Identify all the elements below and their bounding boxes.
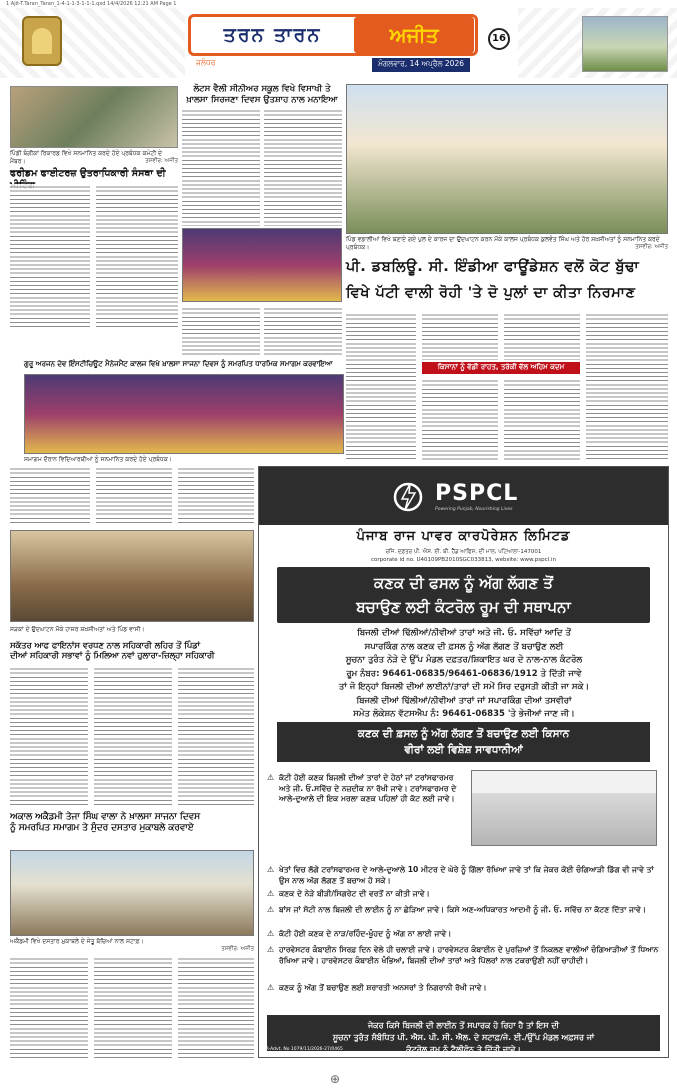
ad-footer: [267, 1015, 660, 1054]
main-body-d: [504, 312, 580, 360]
main-red-tag: ਕਿਸਾਨਾਂ ਨੂੰ ਵੱਡੀ ਰਾਹਤ, ਤਰੱਕੀ ਵੱਲ ਅਹਿਮ ਕਦਮ: [422, 362, 580, 374]
ad-transformer-photo: [471, 770, 657, 846]
story-photo-4: [24, 374, 344, 454]
story-body-4a: [10, 466, 90, 524]
main-body-c: [422, 378, 498, 462]
masthead-photo: [582, 16, 668, 72]
main-headline-line1: ਪੀ. ਡਬਲਿਊ. ਸੀ. ਇੰਡੀਆ ਫਾਊਂਡੇਸ਼ਨ ਵਲੋਂ ਕੋਟ ਬੁੱਢਾ: [346, 259, 640, 275]
story-body-5a: [10, 666, 88, 806]
ad-body-line1: ਬਿਜਲੀ ਦੀਆਂ ਢਿੱਲੀਆਂ/ਨੀਵੀਆਂ ਤਾਰਾਂ ਅਤੇ ਜੀ. ਓ. ਸਵਿੱਚਾਂ ਆਦਿ ਤੋਂ: [357, 628, 571, 638]
story-body-4c: [178, 466, 254, 524]
story-body-1a: [10, 184, 90, 329]
paper-name-right: ਅਜੀਤ: [354, 17, 474, 53]
print-slug: 1 Ajit-T.Taran_Taran_1-4-1-1-3-1-1-1.qxd 14/4/2026 12:21 AM Page 1: [6, 1, 177, 7]
story-byline-6: ਤਸਵੀਰ: ਅਜੀਤ: [221, 946, 254, 952]
story-caption-1: ਪਿੰਡੀ ਬੰਗੀਕਾਂ ਰਿਕਾਰਡ ਵਿਖੇ ਸਨਮਾਨਿਤ ਕਰਦੇ ਹੋਏ ਪ੍ਰਬੰਧਕ ਕਮੇਟੀ ਦੇ ਮੈਂਬਰ।: [10, 150, 163, 165]
story-byline-3: ਤਸਵੀਰ: ਅਜੀਤ: [635, 244, 668, 250]
main-headline-line2: ਵਿਖੇ ਪੱਟੀ ਵਾਲੀ ਰੋਹੀ 'ਤੇ ਦੋ ਪੁਲਾਂ ਦਾ ਕੀਤਾ ਨਿਰਮਾਣ: [346, 285, 636, 301]
ad-footer-line3: ਕੰਟਰੋਲ ਰੂਮ ਨੂੰ ਟੈਲੀਫੋਨ ਤੇ ਦਿੱਤੀ ਜਾਵੇ।: [406, 1045, 521, 1054]
ad-body-line2: ਸਪਾਰਕਿੰਗ ਨਾਲ ਕਣਕ ਦੀ ਫ਼ਸਲ ਨੂੰ ਅੱਗ ਲੱਗਣ ਤੋਂ ਬਚਾਉਣ ਲਈ: [364, 641, 564, 652]
story-caption-4: ਸਮਾਗਮ ਦੌਰਾਨ ਵਿਦਿਆਰਥੀਆਂ ਨੂੰ ਸਨਮਾਨਿਤ ਕਰਦੇ ਹੋਏ ਪ੍ਰਬੰਧਕ।: [24, 456, 172, 463]
story-headline-1: ਫਰੀਡਮ ਫਾਈਟਰਜ਼ ਉਤਰਾਧਿਕਾਰੀ ਸੰਸਥਾ ਦੀ: [10, 168, 166, 179]
ad-footer-line1: ਜੇਕਰ ਕਿਸੇ ਬਿਜਲੀ ਦੀ ਲਾਈਨ ਤੋਂ ਸਪਾਰਕ ਹੋ ਰਿਹਾ ਹੈ ਤਾਂ ਇਸ ਦੀ: [367, 1021, 560, 1030]
ad-item-1: ⚠ ਕੱਟੀ ਹੋਈ ਕਣਕ ਬਿਜਲੀ ਦੀਆਂ ਤਾਰਾਂ ਦੇ ਹੇਠਾਂ ਜਾਂ ਟਰਾਂਸਫਾਰਮਰ ਅਤੇ ਜੀ. ਓ.ਸਵਿੱਚ ਦੇ ਨਜ਼ਦੀਕ ਨਾ ਰੱਖੀ ਜਾਵੇ। ਟਰਾਂਸਫਾਰਮਰ ਦੇ ਆਲੇ-ਦੁਆਲੇ ਦੀ ਇਕ ਮਰਲਾ ਕਣਕ ਪਹਿਲਾਂ ਹੀ ਕੱਟ ਲਈ ਜਾਵੇ।: [267, 773, 467, 805]
pspcl-advertisement: [258, 466, 669, 1058]
story-headline-6-line2: ਨੂੰ ਸਮਰਪਿਤ ਸਮਾਗਮ ਤੇ ਸੁੰਦਰ ਦਸਤਾਰ ਮੁਕਾਬਲੇ ਕਰਵਾਏ: [10, 822, 194, 833]
story-body-5c: [178, 666, 254, 806]
story-headline-4: ਗੁਰੂ ਅਰਜਨ ਦੇਵ ਇੰਸਟੀਚਿਊਟ ਮੈਨੇਜਮੈਂਟ ਕਾਲਜ ਵਿਖੇ ਖ਼ਾਲਸਾ ਸਾਜਨਾ ਦਿਵਸ ਨੂੰ ਸਮਰਪਿਤ ਧਾਰਮਿਕ ਸਮਾਗਮ ਕਰਵਾਇਆ: [24, 360, 333, 368]
main-body-f: [586, 312, 668, 462]
ad-address: ਰਜਿ. ਦਫ਼ਤਰ ਪੀ. ਐਸ. ਈ. ਬੀ. ਹੈੱਡ ਆਫਿਸ, ਦੀ ਮਾਲ, ਪਟਿਆਲਾ-147001: [385, 549, 542, 555]
crosshair-icon: ⊕: [330, 1072, 341, 1086]
ad-tagline: Powering Punjab, Nourishing Lives: [435, 507, 513, 512]
story-headline-5-line1: ਸਕੱਤਰ ਆਫ ਫਾਇਨਾਂਸ ਵਰਧਣ ਨਾਲ ਸਹਿਕਾਰੀ ਲਹਿਰ ਤੋਂ ਪਿੰਡਾਂ: [10, 640, 200, 650]
main-body-e: [504, 378, 580, 462]
story-headline-2: [182, 84, 342, 105]
main-body-b: [422, 312, 498, 360]
story-body-5b: [94, 666, 172, 806]
story-photo-6: [10, 850, 254, 936]
story-headline-2-line1: ਲੋਟਸ ਵੈਲੀ ਸੀਨੀਅਰ ਸਕੂਲ ਵਿਖੇ ਵਿਸਾਖੀ ਤੇ: [193, 84, 331, 94]
story-body-2d: [264, 306, 342, 356]
story-body-2a: [182, 108, 260, 226]
story-photo-3: [346, 84, 668, 234]
masthead-date: ਮੰਗਲਵਾਰ, 14 ਅਪ੍ਰੈਲ 2026: [372, 58, 470, 72]
ad-header: [259, 467, 668, 525]
ad-subtitle-line2: ਵੀਰਾਂ ਲਈ ਵਿਸ਼ੇਸ਼ ਸਾਵਧਾਨੀਆਂ: [404, 744, 523, 756]
story-body-6c: [178, 956, 254, 1060]
story-headline-6: [10, 812, 254, 834]
ad-subtitle: [277, 722, 650, 762]
ad-footer-line2: ਸੂਚਨਾ ਤੁਰੰਤ ਸੰਬੰਧਿਤ ਪੀ. ਐਸ. ਪੀ. ਸੀ. ਐਲ. ਦੇ ਸਟਾਫ਼/ਜੇ. ਈ./ਉੱਪ ਮੰਡਲ ਅਫ਼ਸਰ ਜਾਂ: [332, 1033, 595, 1042]
ad-title: [277, 567, 650, 623]
ad-brand: PSPCL: [435, 481, 519, 506]
story-body-6a: [10, 956, 88, 1060]
story-body-1b: [96, 184, 178, 329]
story-caption-3: ਪਿੰਡ ਵਡਾਲੀਆਂ ਵਿਖੇ ਬਣਾਏ ਗਏ ਪੁਲ ਦੇ ਕਾਰਜ ਦਾ ਉਦਘਾਟਨ ਕਰਨ ਮੌਕੇ ਕਾਲਜ ਪ੍ਰਬੰਧਕ ਕੁਲਵੰਤ ਸਿੰਘ ਅਤੇ ਹੋਰ ਸ਼ਖ਼ਸੀਅਤਾਂ ਨੂੰ ਸਨਮਾਨਿਤ ਕਰਦੇ ਪ੍ਰਬੰਧਕ।: [346, 236, 660, 251]
ad-body-line6: ਬਿਜਲੀ ਦੀਆਂ ਢਿੱਲੀਆਂ/ਨੀਵੀਆਂ ਤਾਰਾਂ ਜਾਂ ਸਪਾਰਕਿੰਗ ਦੀਆਂ ਤਸਵੀਰਾਂ: [356, 695, 572, 706]
ad-cin: corporate id no. U40109PB2010SGC033813, website: www.pspcl.in: [371, 557, 556, 563]
ad-reference: PR-Advt. No 1079/11/2026-27/0465: [263, 1047, 343, 1052]
masthead-title-box: [188, 14, 478, 74]
main-body-a: [346, 312, 416, 462]
ad-item-6: ⚠ ਹਾਰਵੇਸਟਰ ਕੰਬਾਈਨ ਸਿਰਫ਼ ਦਿਨ ਵੇਲੇ ਹੀ ਚਲਾਈ ਜਾਵੇ। ਹਾਰਵੇਸਟਰ ਕੰਬਾਈਨ ਦੇ ਪੁਰਜ਼ਿਆਂ ਤੋਂ ਨਿਕਲਣ ਵਾਲੀਆਂ ਚੰਗਿਆੜੀਆਂ ਤੋਂ ਧਿਆਨ ਰੱਖਿਆ ਜਾਵੇ। ਹਾਰਵੇਸਟਰ ਕੰਬਾਈਨ ਖੰਭਿਆਂ, ਬਿਜਲੀ ਦੀਆਂ ਤਾਰਾਂ ਅਤੇ ਪਿੱਲਰਾਂ ਨਾਲ ਟਕਰਾਉਣੀ ਨਹੀਂ ਚਾਹੀਦੀ।: [267, 945, 663, 966]
story-headline-6-line1: ਅਕਾਲ ਅਕੈਡਮੀ ਤੇਜਾ ਸਿੰਘ ਵਾਲਾ ਨੇ ਖ਼ਾਲਸਾ ਸਾਜਨਾ ਦਿਵਸ: [10, 812, 200, 822]
paper-title: [188, 14, 478, 56]
story-body-2c: [182, 306, 260, 356]
masthead-subline: [188, 58, 478, 72]
page-number: 16: [488, 28, 510, 50]
ad-subtitle-line1: ਕਣਕ ਦੀ ਫ਼ਸਲ ਨੂੰ ਅੱਗ ਲੱਗਣ ਤੋਂ ਬਚਾਉਣ ਲਈ ਕਿਸਾਨ: [357, 728, 570, 740]
ad-body: [271, 627, 657, 722]
ad-item-5: ⚠ ਕੱਟੀ ਹੋਈ ਕਣਕ ਦੇ ਨਾੜ/ਰਹਿੰਦ-ਖੂੰਹਦ ਨੂੰ ਅੱਗ ਨਾ ਲਾਈ ਜਾਵੇ।: [267, 929, 663, 940]
ad-body-line3: ਸੂਚਨਾ ਤੁਰੰਤ ਨੇੜੇ ਦੇ ਉੱਪ ਮੰਡਲ ਦਫ਼ਤਰ/ਸ਼ਿਕਾਇਤ ਘਰ ਦੇ ਨਾਲ-ਨਾਲ ਕੰਟਰੋਲ: [345, 655, 583, 665]
story-photo-1: [10, 86, 178, 148]
masthead-city: ਜਲੰਧਰ: [196, 58, 216, 67]
paper-name-left: ਤਰਨ ਤਾਰਨ: [223, 24, 322, 46]
story-headline-5: [10, 640, 254, 661]
story-headline-5-line2: ਦੀਆਂ ਸਹਿਕਾਰੀ ਸਭਾਵਾਂ ਨੂੰ ਮਿਲਿਆ ਨਵਾਂ ਹੁਲਾਰਾ-ਜ਼ਿਲ੍ਹਾ ਸਹਿਕਾਰੀ: [10, 650, 215, 661]
ad-item-4: ⚠ ਬਾਂਸ ਜਾਂ ਸੋਟੀ ਨਾਲ ਬਿਜਲੀ ਦੀ ਲਾਈਨ ਨੂੰ ਨਾ ਛੇੜਿਆ ਜਾਵੇ। ਕਿਸੇ ਅਣ-ਅਧਿਕਾਰਤ ਆਦਮੀ ਨੂੰ ਜੀ. ਓ. ਸਵਿੱਚ ਨਾ ਕੱਟਣ ਦਿੱਤਾ ਜਾਵੇ।: [267, 905, 663, 916]
masthead: [0, 8, 677, 78]
story-caption-6: ਅਕੈਡਮੀ ਵਿਖੇ ਦਸਤਾਰ ਮੁਕਾਬਲੇ ਦੇ ਜੇਤੂ ਬੱਚਿਆਂ ਨਾਲ ਸਟਾਫ਼।: [10, 938, 144, 945]
ad-item-7: ⚠ ਕਣਕ ਨੂੰ ਅੱਗ ਤੋਂ ਬਚਾਉਣ ਲਈ ਸ਼ਰਾਰਤੀ ਅਨਸਰਾਂ ਤੇ ਨਿਗਰਾਨੀ ਰੱਖੀ ਜਾਵੇ।: [267, 983, 663, 994]
story-body-2b: [264, 108, 342, 226]
story-body-4b: [96, 466, 172, 524]
story-headline-2-line2: ਖ਼ਾਲਸਾ ਸਿਰਜਣਾ ਦਿਵਸ ਉਤਸ਼ਾਹ ਨਾਲ ਮਨਾਇਆ: [186, 94, 338, 105]
story-photo-5: [10, 530, 254, 622]
pspcl-logo-icon: [393, 481, 423, 513]
ad-title-line2: ਬਚਾਉਣ ਲਈ ਕੰਟਰੋਲ ਰੂਮ ਦੀ ਸਥਾਪਨਾ: [356, 598, 571, 616]
story-caption-5: ਸੜਕਾਂ ਦੇ ਉਦਘਾਟਨ ਮੌਕੇ ਹਾਜ਼ਰ ਸ਼ਖ਼ਸੀਅਤਾਂ ਅਤੇ ਪਿੰਡ ਵਾਸੀ।: [10, 626, 145, 633]
story-byline-1: ਤਸਵੀਰ: ਅਜੀਤ: [145, 158, 178, 164]
ad-body-line7: ਸਮੇਤ ਲੋਕੇਸ਼ਨ ਵੱਟਸਐਪ ਨੰ: 96461-06835 'ਤੇ ਭੇਜੀਆਂ ਜਾਣ ਜੀ।: [353, 709, 575, 719]
ad-body-line4: ਰੂਮ ਨੰਬਰ: 96461-06835/96461-06836/1912 ਤੇ ਦਿੱਤੀ ਜਾਵੇ: [346, 668, 582, 679]
ad-item-3: ⚠ ਕਣਕ ਦੇ ਨੇੜੇ ਬੀੜੀ/ਸਿਗਰੇਟ ਦੀ ਵਰਤੋਂ ਨਾ ਕੀਤੀ ਜਾਵੇ।: [267, 889, 663, 900]
ad-item-2: ⚠ ਖੇਤਾਂ ਵਿਚ ਲੱਗੇ ਟਰਾਂਸਫਾਰਮਰ ਦੇ ਆਲੇ-ਦੁਆਲੇ 10 ਮੀਟਰ ਦੇ ਘੇਰੇ ਨੂੰ ਗਿੱਲਾ ਰੱਖਿਆ ਜਾਵੇ ਤਾਂ ਕਿ ਜੇਕਰ ਕੋਈ ਚੰਗਿਆੜੀ ਡਿੱਗ ਵੀ ਜਾਵੇ ਤਾਂ ਉਸ ਨਾਲ ਅੱਗ ਲੱਗਣ ਤੋਂ ਬਚਾਅ ਹੋ ਸਕੇ।: [267, 865, 663, 886]
story-body-6b: [94, 956, 172, 1060]
main-headline: [346, 254, 668, 306]
ad-org-name: ਪੰਜਾਬ ਰਾਜ ਪਾਵਰ ਕਾਰਪੋਰੇਸ਼ਨ ਲਿਮਿਟਡ: [356, 529, 571, 544]
story-photo-2: [182, 228, 342, 302]
ad-title-line1: ਕਣਕ ਦੀ ਫਸਲ ਨੂੰ ਅੱਗ ਲੱਗਣ ਤੋਂ: [374, 574, 553, 592]
ad-body-line5: ਤਾਂ ਜੋ ਇਨ੍ਹਾਂ ਬਿਜਲੀ ਦੀਆਂ ਲਾਈਨਾਂ/ਤਾਰਾਂ ਦੀ ਸਮੇਂ ਸਿਰ ਦਰੁਸਤੀ ਕੀਤੀ ਜਾ ਸਕੇ।: [338, 682, 590, 692]
golden-temple-emblem-icon: [22, 16, 62, 66]
